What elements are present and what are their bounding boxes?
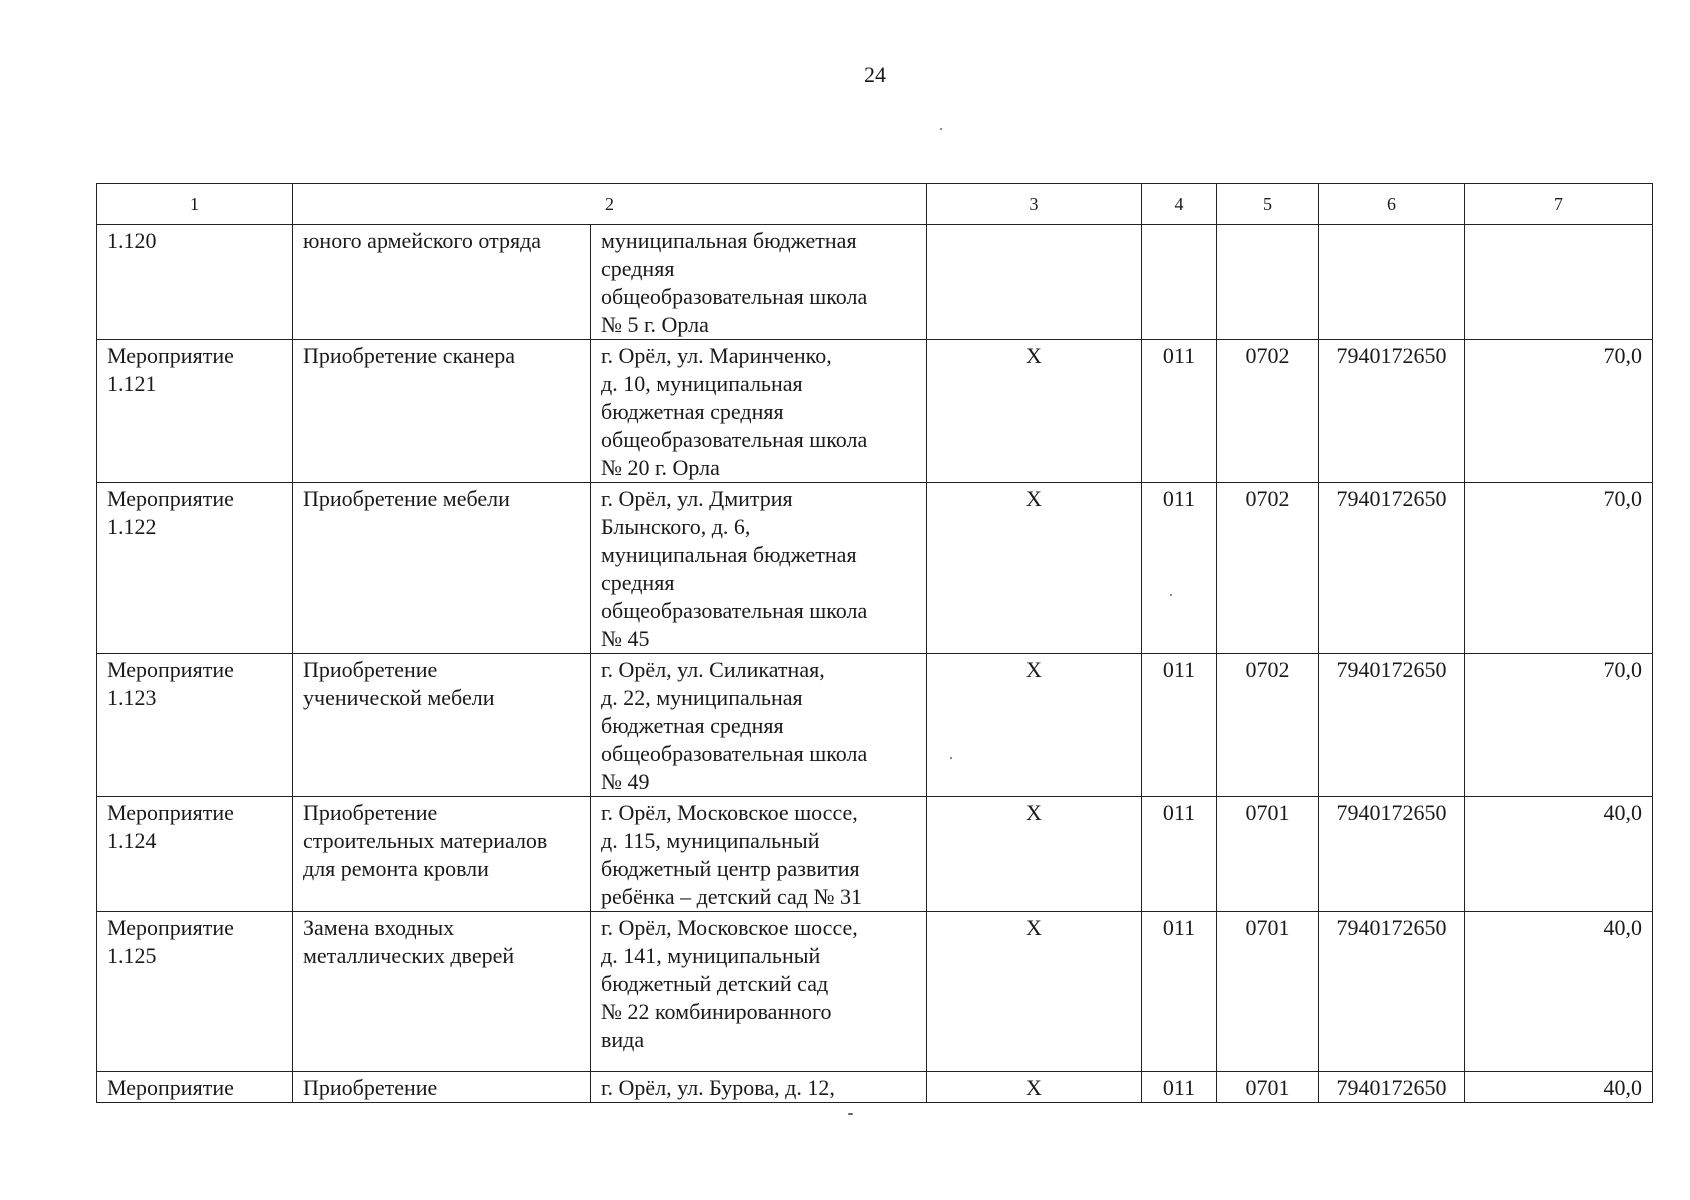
measure-name-cell: Приобретение мебели	[293, 483, 591, 654]
col4-cell: 011	[1142, 912, 1217, 1072]
col5-cell: 0701	[1217, 1072, 1319, 1103]
table-header-row	[97, 184, 1653, 225]
table-row	[97, 654, 1653, 797]
table-row	[97, 225, 1653, 340]
col5-cell: 0702	[1217, 483, 1319, 654]
measure-name-cell: юного армейского отряда	[293, 225, 591, 340]
col6-cell: 7940172650	[1319, 912, 1465, 1072]
measure-address-cell: муниципальная бюджетная средняя общеобразовательная школа № 5 г. Орла	[591, 225, 927, 340]
col3-cell: Х	[927, 912, 1142, 1072]
col5-cell: 0701	[1217, 912, 1319, 1072]
col4-cell: 011	[1142, 483, 1217, 654]
measure-id-cell: Мероприятие 1.123	[97, 654, 293, 797]
table-row	[97, 797, 1653, 912]
header-cell-5: 5	[1217, 184, 1319, 225]
page-number: 24	[864, 62, 886, 87]
col4-cell	[1142, 225, 1217, 340]
header-cell-7: 7	[1465, 184, 1653, 225]
col5-cell	[1217, 225, 1319, 340]
col6-cell: 7940172650	[1319, 1072, 1465, 1103]
measure-id-cell: Мероприятие 1.124	[97, 797, 293, 912]
scan-speck	[950, 757, 952, 759]
measure-id-cell: Мероприятие 1.125	[97, 912, 293, 1072]
measure-address-cell: г. Орёл, ул. Маринченко, д. 10, муниципальная бюджетная средняя общеобразовательная школа № 20 г. Орла	[591, 340, 927, 483]
col5-cell: 0702	[1217, 340, 1319, 483]
col4-cell: 011	[1142, 654, 1217, 797]
header-cell-4: 4	[1142, 184, 1217, 225]
col6-cell: 7940172650	[1319, 340, 1465, 483]
measure-name-cell: Приобретение	[293, 1072, 591, 1103]
col3-cell: Х	[927, 340, 1142, 483]
header-cell-6: 6	[1319, 184, 1465, 225]
table-row	[97, 1072, 1653, 1103]
col6-cell: 7940172650	[1319, 654, 1465, 797]
measure-id-cell: Мероприятие	[97, 1072, 293, 1103]
col7-cell	[1465, 225, 1653, 340]
col5-cell: 0702	[1217, 654, 1319, 797]
col3-cell	[927, 225, 1142, 340]
measure-address-cell: г. Орёл, Московское шоссе, д. 141, муниципальный бюджетный детский сад № 22 комбинированного вида	[591, 912, 927, 1072]
scan-speck	[1170, 594, 1172, 596]
col4-cell: 011	[1142, 1072, 1217, 1103]
measure-address-cell: г. Орёл, ул. Силикатная, д. 22, муниципальная бюджетная средняя общеобразовательная школа № 49	[591, 654, 927, 797]
scan-speck	[848, 1113, 853, 1115]
col7-cell: 40,0	[1465, 1072, 1653, 1103]
measure-id-cell: 1.120	[97, 225, 293, 340]
measure-name-cell: Приобретение ученической мебели	[293, 654, 591, 797]
measure-id-cell: Мероприятие 1.121	[97, 340, 293, 483]
header-cell-2: 2	[293, 184, 927, 225]
col3-cell: Х	[927, 797, 1142, 912]
header-cell-1: 1	[97, 184, 293, 225]
table-row	[97, 340, 1653, 483]
col6-cell	[1319, 225, 1465, 340]
col3-cell: Х	[927, 1072, 1142, 1103]
col7-cell: 40,0	[1465, 912, 1653, 1072]
header-cell-3: 3	[927, 184, 1142, 225]
measure-name-cell: Замена входных металлических дверей	[293, 912, 591, 1072]
table-row	[97, 912, 1653, 1072]
col6-cell: 7940172650	[1319, 797, 1465, 912]
scan-speck	[940, 128, 942, 130]
measure-name-cell: Приобретение сканера	[293, 340, 591, 483]
col7-cell: 70,0	[1465, 483, 1653, 654]
measure-address-cell: г. Орёл, ул. Бурова, д. 12,	[591, 1072, 927, 1103]
col7-cell: 40,0	[1465, 797, 1653, 912]
col3-cell: Х	[927, 483, 1142, 654]
col6-cell: 7940172650	[1319, 483, 1465, 654]
measure-address-cell: г. Орёл, Московское шоссе, д. 115, муниципальный бюджетный центр развития ребёнка – детский сад № 31	[591, 797, 927, 912]
table-row	[97, 483, 1653, 654]
col7-cell: 70,0	[1465, 340, 1653, 483]
measure-name-cell: Приобретение строительных материалов для ремонта кровли	[293, 797, 591, 912]
col3-cell: Х	[927, 654, 1142, 797]
col5-cell: 0701	[1217, 797, 1319, 912]
col7-cell: 70,0	[1465, 654, 1653, 797]
measure-address-cell: г. Орёл, ул. Дмитрия Блынского, д. 6, муниципальная бюджетная средняя общеобразовательная школа № 45	[591, 483, 927, 654]
budget-measures-table	[96, 183, 1653, 1103]
measure-id-cell: Мероприятие 1.122	[97, 483, 293, 654]
col4-cell: 011	[1142, 797, 1217, 912]
col4-cell: 011	[1142, 340, 1217, 483]
